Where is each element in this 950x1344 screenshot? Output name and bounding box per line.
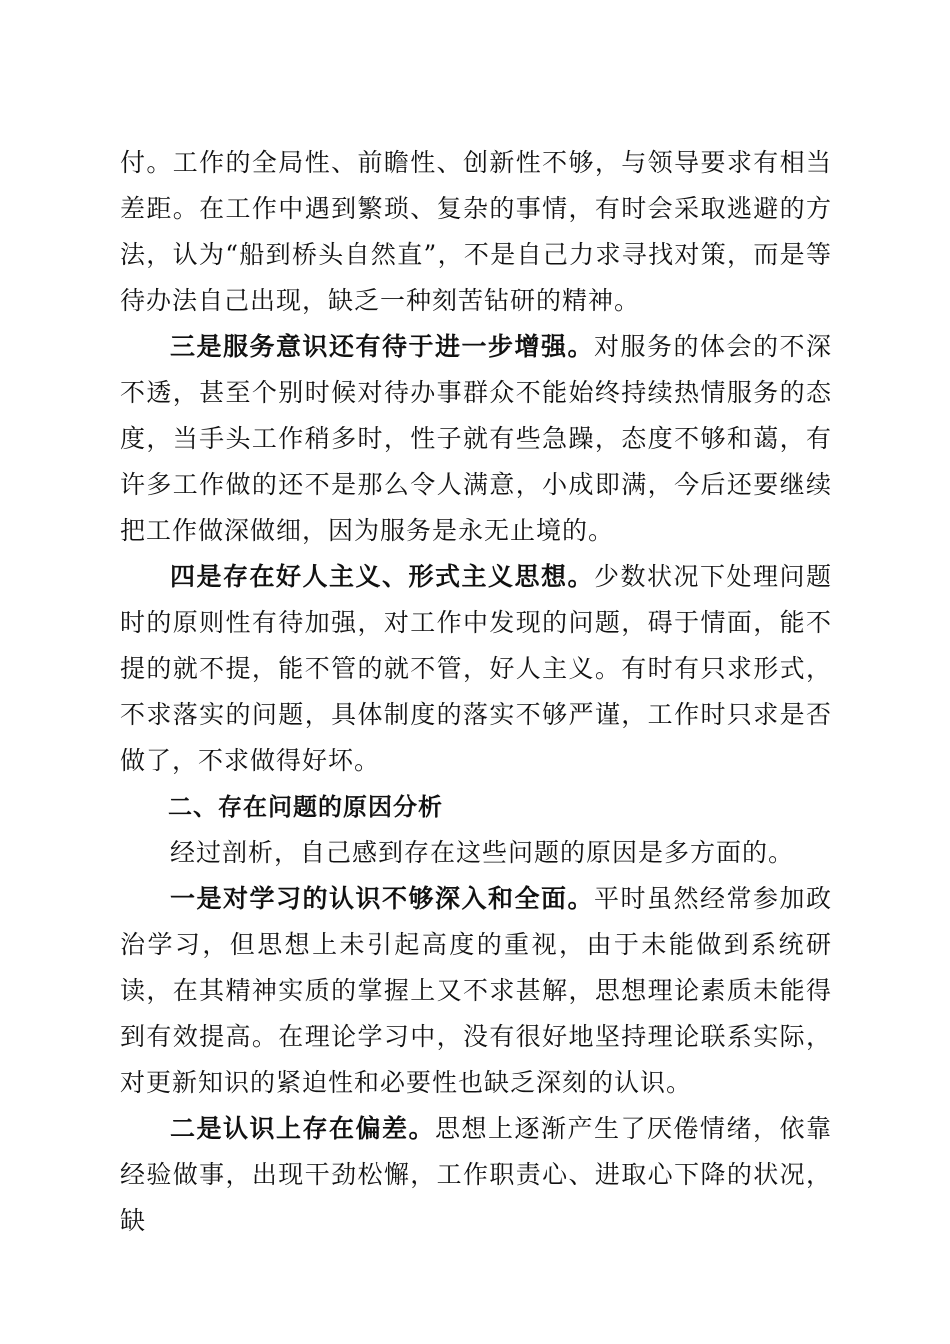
paragraph-text: 平时虽然经常参加政治学习，但思想上未引起高度的重视，由于未能做到系统研读，在其精神实质的掌握上又不求甚解，思想理论素质未能得到有效提高。在理论学习中，没有很好地坚持理论联系实际，对更新知识的紧迫性和必要性也缺乏深刻的认识。 bbox=[120, 884, 832, 1097]
paragraph-intro bbox=[120, 830, 832, 876]
paragraph-continuation bbox=[120, 140, 832, 324]
paragraph-service-awareness bbox=[120, 324, 832, 554]
paragraph-lead: 三是服务意识还有待于进一步增强。 bbox=[170, 332, 594, 361]
paragraph-formalism bbox=[120, 554, 832, 784]
paragraph-lead: 二是认识上存在偏差。 bbox=[170, 1114, 435, 1143]
paragraph-text: 思想上逐渐产生了厌倦情绪，依靠经验做事，出现干劲松懈，工作职责心、进取心下降的状况，缺 bbox=[120, 1114, 832, 1235]
paragraph-text: 经过剖析，自己感到存在这些问题的原因是多方面的。 bbox=[170, 838, 795, 867]
paragraph-lead: 四是存在好人主义、形式主义思想。 bbox=[170, 562, 594, 591]
paragraph-cognitive-bias bbox=[120, 1106, 832, 1244]
paragraph-text: 少数状况下处理问题时的原则性有待加强，对工作中发现的问题，碍于情面，能不提的就不提，能不管的就不管，好人主义。有时有只求形式，不求落实的问题，具体制度的落实不够严谨，工作时只求是否做了，不求做得好坏。 bbox=[120, 562, 832, 775]
section-heading: 二、存在问题的原因分析 bbox=[168, 793, 443, 821]
paragraph-lead: 一是对学习的认识不够深入和全面。 bbox=[170, 884, 594, 913]
paragraph-text: 对服务的体会的不深不透，甚至个别时候对待办事群众不能始终持续热情服务的态度，当手头工作稍多时，性子就有些急躁，态度不够和蔼，有许多工作做的还不是那么令人满意，小成即满，今后还要继续把工作做深做细，因为服务是永无止境的。 bbox=[120, 332, 832, 545]
document-body bbox=[120, 140, 832, 1244]
paragraph-text: 付。工作的全局性、前瞻性、创新性不够，与领导要求有相当差距。在工作中遇到繁琐、复杂的事情，有时会采取逃避的方法，认为“船到桥头自然直”，不是自己力求寻找对策，而是等待办法自己出现，缺乏一种刻苦钻研的精神。 bbox=[120, 148, 832, 315]
paragraph-study-awareness bbox=[120, 876, 832, 1106]
